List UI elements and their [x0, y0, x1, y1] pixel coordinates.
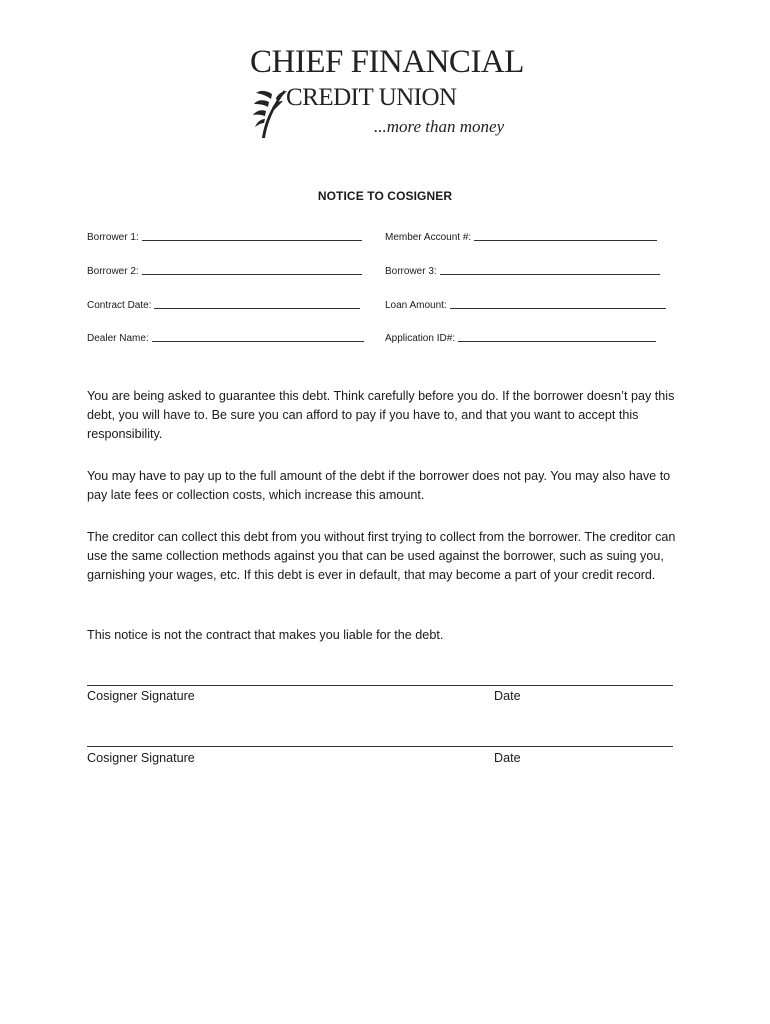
- notice-paragraph-1: You are being asked to guarantee this debt. Think carefully before you do. If the borrower doesn’t pay this debt, you will have to. Be sure you can afford to pay if you have to, and that you want to accept this responsibility.: [87, 389, 675, 441]
- member-account-input-line[interactable]: [474, 230, 657, 241]
- notice-paragraph-2: You may have to pay up to the full amount of the debt if the borrower does not pay. You may also have to pay late fees or collection costs, which increase this amount.: [87, 469, 671, 502]
- wheat-stalk-icon: [252, 84, 288, 140]
- cosigner-signature-line-2[interactable]: [87, 746, 673, 747]
- notice-paragraph-4: This notice is not the contract that makes you liable for the debt.: [87, 628, 444, 642]
- member-account-field[interactable]: [385, 230, 657, 243]
- contract-date-field[interactable]: [87, 298, 360, 311]
- loan-amount-input-line[interactable]: [450, 298, 666, 309]
- date-label-1: Date: [494, 689, 521, 703]
- application-id-label: Application ID#:: [385, 333, 456, 344]
- borrower-3-field[interactable]: [385, 264, 660, 277]
- borrower-2-input-line[interactable]: [142, 264, 362, 275]
- dealer-name-input-line[interactable]: [152, 331, 364, 342]
- logo-line-2: CREDIT UNION: [286, 84, 457, 111]
- notice-paragraph-3: The creditor can collect this debt from you without first trying to collect from the borrower. The creditor can use the same collection methods against you that can be used against the borrower, such as suing you, garnishing your wages, etc. If this debt is ever in default, that may become a part of your credit record.: [87, 530, 676, 582]
- loan-amount-field[interactable]: [385, 298, 666, 311]
- borrower-2-field[interactable]: [87, 264, 362, 277]
- dealer-name-label: Dealer Name:: [87, 333, 149, 344]
- date-label-2: Date: [494, 751, 521, 765]
- page-title: NOTICE TO COSIGNER: [317, 189, 453, 203]
- borrower-2-label: Borrower 2:: [87, 266, 139, 277]
- dealer-name-field[interactable]: [87, 331, 364, 344]
- logo-tagline: ...more than money: [374, 117, 505, 136]
- application-id-field[interactable]: [385, 331, 656, 344]
- member-account-label: Member Account #:: [385, 232, 472, 243]
- borrower-1-input-line[interactable]: [142, 230, 362, 241]
- borrower-3-label: Borrower 3:: [385, 266, 437, 277]
- borrower-1-field[interactable]: [87, 230, 362, 243]
- cosigner-signature-line-1[interactable]: [87, 685, 673, 686]
- credit-union-logo: [250, 44, 524, 142]
- loan-amount-label: Loan Amount:: [385, 300, 447, 311]
- cosigner-signature-label-2: Cosigner Signature: [87, 751, 195, 765]
- logo-line-1: CHIEF FINANCIAL: [250, 44, 524, 80]
- contract-date-input-line[interactable]: [154, 298, 360, 309]
- application-id-input-line[interactable]: [458, 331, 656, 342]
- contract-date-label: Contract Date:: [87, 300, 152, 311]
- cosigner-signature-label-1: Cosigner Signature: [87, 689, 195, 703]
- borrower-1-label: Borrower 1:: [87, 232, 139, 243]
- borrower-3-input-line[interactable]: [440, 264, 660, 275]
